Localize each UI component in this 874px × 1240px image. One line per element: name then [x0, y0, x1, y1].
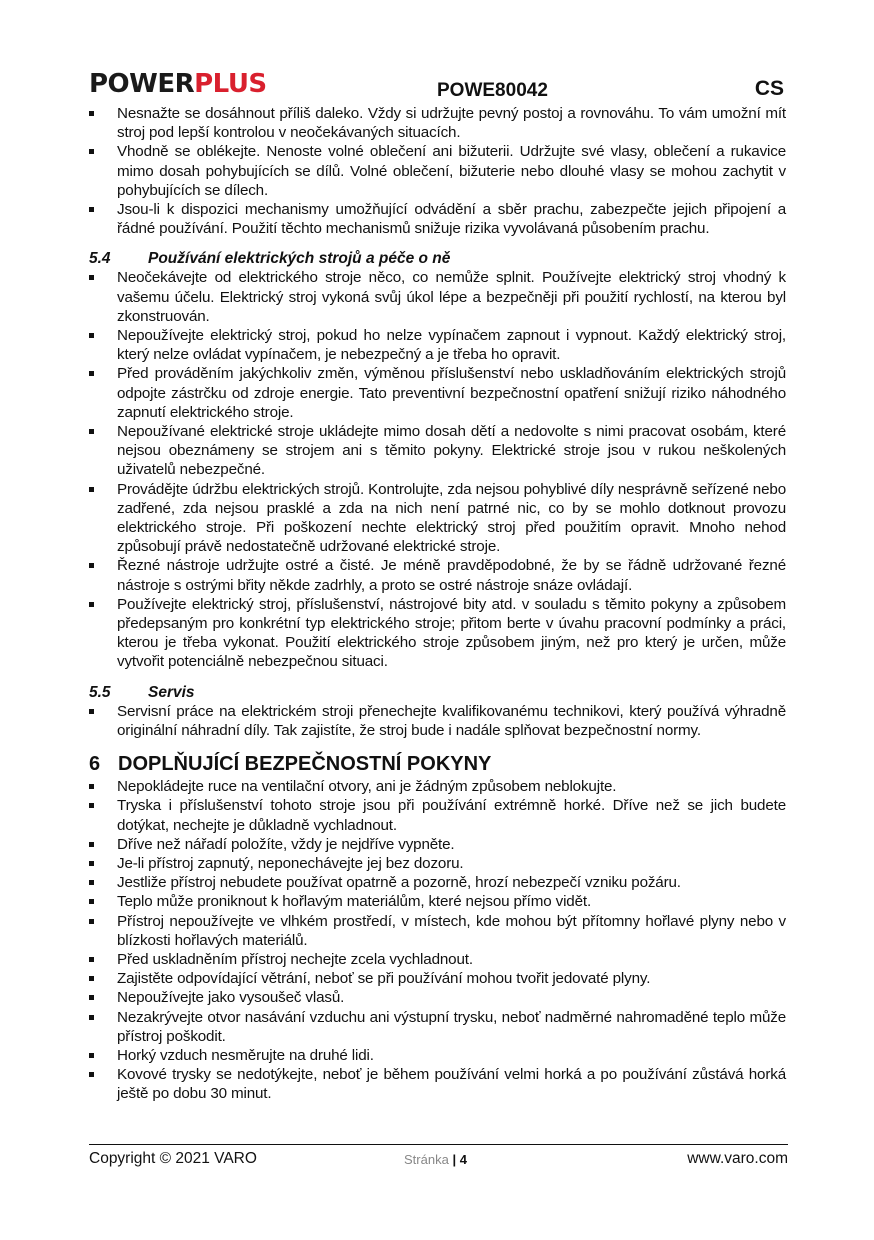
- list-item-text: Dříve než nářadí položíte, vždy je nejdříve vypněte.: [117, 835, 455, 853]
- logo-power: POWER: [89, 69, 195, 99]
- list-item-text: Je-li přístroj zapnutý, neponechávejte jej bez dozoru.: [117, 854, 464, 872]
- square-bullet-icon: [89, 1053, 94, 1058]
- section-title: DOPLŇUJÍCÍ BEZPEČNOSTNÍ POKYNY: [118, 753, 492, 776]
- square-bullet-icon: [89, 880, 94, 885]
- list-item-text: Jsou-li k dispozici mechanismy umožňující odvádění a sběr prachu, zabezpečte jejich připojení a řádné používání. Použití těchto mechanismů snižuje rizika vyvolávaná působením prachu.: [117, 201, 786, 238]
- list-item: [89, 1046, 786, 1065]
- square-bullet-icon: [89, 899, 94, 904]
- square-bullet-icon: [89, 957, 94, 962]
- list-item-text: Před prováděním jakýchkoliv změn, výměnou příslušenství nebo uskladňováním elektrických strojů odpojte zástrčku od zdroje energie. Tato preventivní bezpečnostní opatření snižují riziko náhodného zapnutí elektrického stroje.: [117, 365, 786, 421]
- list-item-text: Provádějte údržbu elektrických strojů. Kontrolujte, zda nejsou pohyblivé díly nesprávně seřízené nebo zadřené, zda nejsou prasklé a zda na nich není patrné nic, co by se mohlo dotknout provozu elektrického stroje. Při poškození nechte elektrický stroj před použitím opravit. Mnoho nehod způsobují právě nedostatečně udržované elektrické stroje.: [117, 480, 786, 556]
- square-bullet-icon: [89, 803, 94, 808]
- list-item-text: Nepoužívané elektrické stroje ukládejte mimo dosah dětí a nedovolte s nimi pracovat osobám, které nejsou obeznámeny se strojem ani s těmito pokyny. Elektrické stroje jsou v rukou neškolených uživatelů nebezpečné.: [117, 423, 786, 479]
- model-number: POWE80042: [437, 80, 548, 101]
- list-item-text: Horký vzduch nesměrujte na druhé lidi.: [117, 1046, 374, 1064]
- page-content: [89, 104, 786, 1104]
- list-item: [89, 480, 786, 557]
- list-item: [89, 556, 786, 594]
- list-item: [89, 326, 786, 364]
- list-item: [89, 268, 786, 326]
- list-item-text: Jestliže přístroj nebudete používat opatrně a pozorně, hrozí nebezpečí vzniku požáru.: [117, 874, 681, 892]
- copyright-text: Copyright © 2021 VARO: [89, 1150, 257, 1167]
- section-number: 5.4: [89, 250, 111, 268]
- square-bullet-icon: [89, 919, 94, 924]
- section-number: 5.5: [89, 683, 111, 701]
- list-item-text: Nesnažte se dosáhnout příliš daleko. Vždy si udržujte pevný postoj a rovnováhu. To vám umožní mít stroj pod lepší kontrolou v neočekávaných situacích.: [117, 105, 786, 142]
- square-bullet-icon: [89, 371, 94, 376]
- square-bullet-icon: [89, 784, 94, 789]
- list-item: [89, 950, 786, 969]
- section-title: Servis: [148, 683, 195, 701]
- page-number: 4: [459, 1152, 467, 1167]
- list-item: [89, 873, 786, 892]
- powerplus-logo: [89, 70, 267, 98]
- page-label: Stránka: [404, 1152, 449, 1167]
- section-5-4-heading: [89, 249, 786, 268]
- list-item: [89, 1065, 786, 1103]
- list-item: [89, 796, 786, 834]
- square-bullet-icon: [89, 602, 94, 607]
- list-item-text: Používejte elektrický stroj, příslušenství, nástrojové bity atd. v souladu s těmito pokyny a způsobem předepsaným pro konkrétní typ elektrického stroje; přitom berte v úvahu pracovní podmínky a práci, kterou je třeba vykonat. Použití elektrického stroje způsobem jiným, než pro který je určen, může vytvořit potenciálně nebezpečnou situaci.: [117, 595, 786, 671]
- list-item-text: Řezné nástroje udržujte ostré a čisté. Je méně pravděpodobné, že by se řádně udržované řezné nástroje s ostrými břity někde zadrhly, a proto se ostré nástroje snáze ovládají.: [117, 557, 786, 594]
- section-5-5-heading: [89, 683, 786, 702]
- section-5-5-bullet-list: [89, 702, 786, 740]
- square-bullet-icon: [89, 333, 94, 338]
- square-bullet-icon: [89, 709, 94, 714]
- section-5-4-bullet-list: [89, 268, 786, 671]
- section-title: Používání elektrických strojů a péče o ně: [148, 250, 451, 268]
- top-bullet-list: [89, 104, 786, 238]
- list-item: [89, 912, 786, 950]
- square-bullet-icon: [89, 487, 94, 492]
- section-6-bullet-list: [89, 777, 786, 1103]
- list-item: [89, 142, 786, 200]
- square-bullet-icon: [89, 563, 94, 568]
- section-6-heading: [89, 752, 786, 776]
- section-number: 6: [89, 753, 101, 776]
- square-bullet-icon: [89, 149, 94, 154]
- square-bullet-icon: [89, 429, 94, 434]
- list-item: [89, 104, 786, 142]
- language-code: CS: [754, 77, 784, 100]
- square-bullet-icon: [89, 1015, 94, 1020]
- page-footer: [89, 1144, 788, 1175]
- list-item: [89, 969, 786, 988]
- page-header: [89, 70, 786, 100]
- list-item-text: Kovové trysky se nedotýkejte, neboť je během používání velmi horká a po používání zůstává horká ještě po dobu 30 minut.: [117, 1066, 786, 1103]
- square-bullet-icon: [89, 275, 94, 280]
- list-item: [89, 422, 786, 480]
- list-item-text: Teplo může proniknout k hořlavým materiálům, které nejsou přímo vidět.: [117, 893, 592, 911]
- website-link[interactable]: www.varo.com: [687, 1150, 788, 1167]
- square-bullet-icon: [89, 842, 94, 847]
- list-item: [89, 200, 786, 238]
- list-item: [89, 364, 786, 422]
- list-item: [89, 777, 786, 796]
- list-item-text: Neočekávejte od elektrického stroje něco, co nemůže splnit. Používejte elektrický stroj vhodný k vašemu účelu. Elektrický stroj vykoná svůj úkol lépe a bezpečněji při použití rychlostí, na kterou byl zkonstruován.: [117, 269, 786, 325]
- list-item-text: Před uskladněním přístroj nechejte zcela vychladnout.: [117, 950, 473, 968]
- list-item-text: Nepoužívejte jako vysoušeč vlasů.: [117, 989, 345, 1007]
- square-bullet-icon: [89, 995, 94, 1000]
- list-item: [89, 988, 786, 1007]
- list-item: [89, 854, 786, 873]
- list-item-text: Zajistěte odpovídající větrání, neboť se při používání mohou tvořit jedovaté plyny.: [117, 970, 651, 988]
- square-bullet-icon: [89, 207, 94, 212]
- list-item-text: Přístroj nepoužívejte ve vlhkém prostředí, v místech, kde mohou být přítomny hořlavé plyny nebo v blízkosti hořlavých materiálů.: [117, 912, 786, 949]
- list-item: [89, 595, 786, 672]
- square-bullet-icon: [89, 1072, 94, 1077]
- list-item: [89, 1008, 786, 1046]
- list-item-text: Nepoužívejte elektrický stroj, pokud ho nelze vypínačem zapnout i vypnout. Každý elektrický stroj, který nelze ovládat vypínačem, je nebezpečný a je třeba ho opravit.: [117, 327, 786, 364]
- page-separator: |: [452, 1152, 457, 1167]
- logo-plus: PLUS: [194, 69, 267, 99]
- list-item-text: Nepokládejte ruce na ventilační otvory, ani je žádným způsobem neblokujte.: [117, 778, 617, 796]
- page-indicator: [404, 1152, 467, 1167]
- square-bullet-icon: [89, 111, 94, 116]
- list-item-text: Vhodně se oblékejte. Nenoste volné oblečení ani bižuterii. Udržujte své vlasy, oblečení a rukavice mimo dosah pohybujících se dílů. Volné oblečení, bižuterie nebo dlouhé vlasy se mohou zachytit v pohybujících se dílech.: [117, 143, 786, 199]
- square-bullet-icon: [89, 976, 94, 981]
- list-item: [89, 892, 786, 911]
- square-bullet-icon: [89, 861, 94, 866]
- list-item: [89, 835, 786, 854]
- list-item-text: Tryska i příslušenství tohoto stroje jsou při používání extrémně horké. Dříve než se jich budete dotýkat, nechejte je důkladně vychladnout.: [117, 797, 786, 834]
- list-item: [89, 702, 786, 740]
- list-item-text: Nezakrývejte otvor nasávání vzduchu ani výstupní trysku, neboť nadměrné nahromaděné teplo může přístroj poškodit.: [117, 1008, 786, 1045]
- list-item-text: Servisní práce na elektrickém stroji přenechejte kvalifikovanému technikovi, který používá výhradně originální náhradní díly. Tak zajistíte, že stroj bude i nadále splňovat bezpečnostní normy.: [117, 702, 786, 739]
- document-page: [89, 69, 786, 1103]
